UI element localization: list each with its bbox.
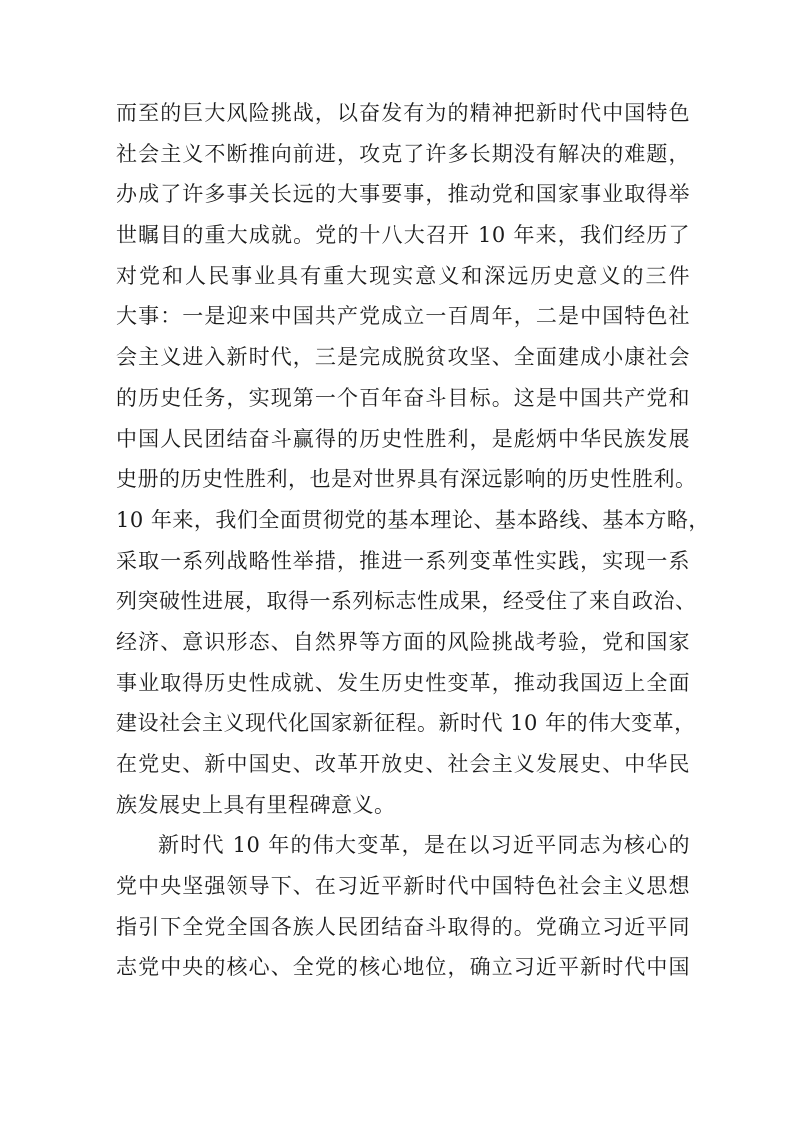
text-line: 指引下全党全国各族人民团结奋斗取得的。党确立习近平同: [116, 914, 690, 939]
text-line: 党中央坚强领导下、在习近平新时代中国特色社会主义思想: [116, 874, 690, 899]
text-line: 的历史任务，实现第一个百年奋斗目标。这是中国共产党和: [116, 385, 690, 410]
text-line: 采取一系列战略性举措，推进一系列变革性实践，实现一系: [116, 548, 690, 573]
text-line: 中国人民团结奋斗赢得的历史性胜利，是彪炳中华民族发展: [116, 426, 690, 451]
text-line: 10 年来，我们全面贯彻党的基本理论、基本路线、基本方略，: [116, 507, 710, 532]
text-line: 在党史、新中国史、改革开放史、社会主义发展史、中华民: [116, 752, 690, 776]
text-line: 社会主义不断推向前进，攻克了许多长期没有解决的难题，: [116, 141, 690, 166]
body-text: [116, 93, 710, 988]
text-line: 办成了许多事关长远的大事要事，推动党和国家事业取得举: [116, 182, 690, 207]
text-line: 建设社会主义现代化国家新征程。新时代 10 年的伟大变革，: [116, 711, 696, 736]
text-line: 而至的巨大风险挑战，以奋发有为的精神把新时代中国特色: [116, 101, 690, 125]
text-line: 列突破性进展，取得一系列标志性成果，经受住了来自政治、: [116, 589, 697, 614]
text-line: 新时代 10 年的伟大变革，是在以习近平同志为核心的: [158, 833, 690, 858]
paragraph-1: [116, 93, 710, 825]
text-line: 族发展史上具有里程碑意义。: [116, 792, 396, 817]
text-line: 事业取得历史性成就、发生历史性变革，推动我国迈上全面: [116, 670, 690, 695]
text-line: 世瞩目的重大成就。党的十八大召开 10 年来，我们经历了: [116, 223, 690, 248]
text-line: 经济、意识形态、自然界等方面的风险挑战考验，党和国家: [116, 629, 690, 654]
text-line: 志党中央的核心、全党的核心地位，确立习近平新时代中国: [116, 955, 690, 980]
text-line: 对党和人民事业具有重大现实意义和深远历史意义的三件: [116, 263, 690, 288]
text-line: 会主义进入新时代，三是完成脱贫攻坚、全面建成小康社会: [116, 345, 690, 370]
text-line: 大事：一是迎来中国共产党成立一百周年，二是中国特色社: [116, 304, 690, 329]
text-line: 史册的历史性胜利，也是对世界具有深远影响的历史性胜利。: [116, 467, 697, 492]
paragraph-2: [116, 825, 690, 988]
